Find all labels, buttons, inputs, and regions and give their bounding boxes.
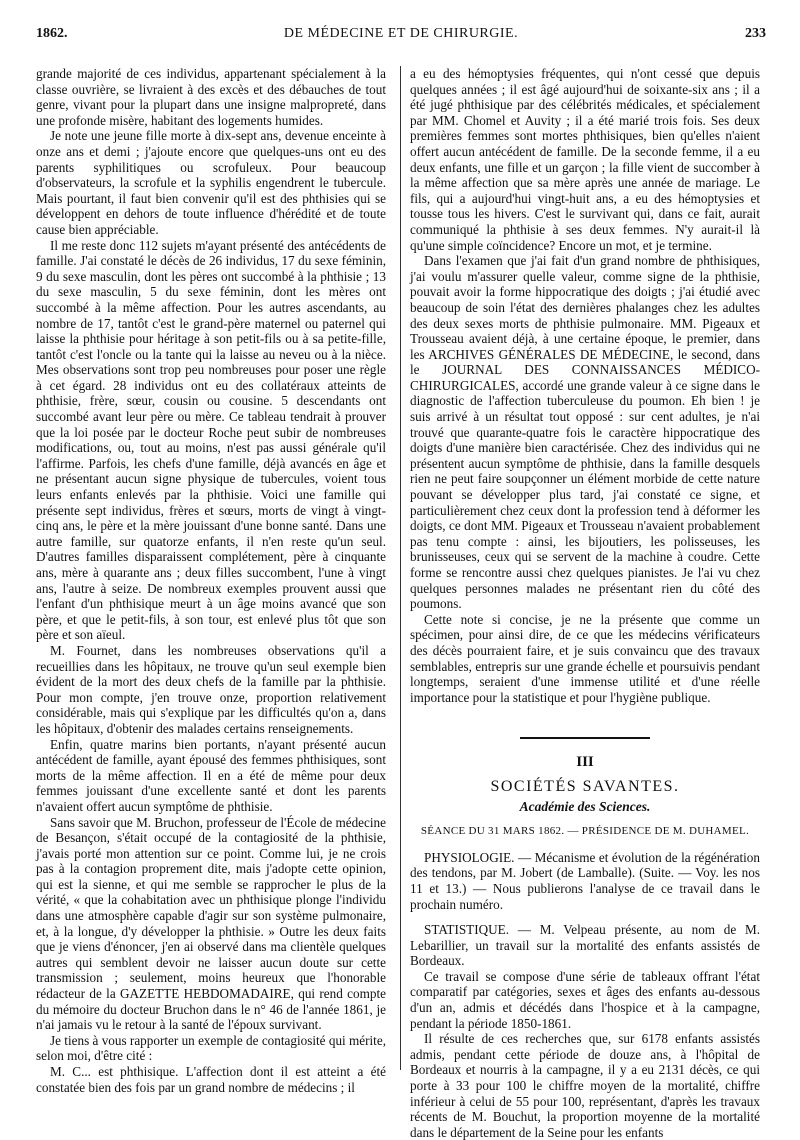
page-header bbox=[36, 26, 766, 48]
column-divider bbox=[400, 66, 401, 1070]
paragraph: Cette note si concise, je ne la présente que comme un spécimen, pour ainsi dire, de ce que les médecins vérificateurs des décès pourraient faire, et je suis convaincu que des travaux semblables, entrepris sur une grande échelle et poursuivis pendant longtemps, seraient d'une immense utilité et d'une réelle importance pour la statistique et pour l'hygiène publique. bbox=[410, 611, 760, 705]
page-number: 233 bbox=[745, 26, 766, 41]
paragraph: Il me reste donc 112 sujets m'ayant présenté des antécédents de famille. J'ai constaté le décès de 26 individus, 17 du sexe féminin, 9 du sexe masculin, dont les pères ont succombé à la phthisie ; 13 du sexe masculin, 5 du sexe féminin, dont les mères ont succombé à la même affection. Pour les autres ascendants, au nombre de 17, tantôt c'est le grand-père maternel ou paternel qui laisse la phthisie pour héritage à son petit-fils ou à sa petite-fille, tantôt c'est l'oncle ou la tante qui la laisse au neveu ou à la nièce. Mes observations sont trop peu nombreuses pour poser une règle à cet égard. 28 individus ont eu des collatéraux atteints de phthisie, frère, sœur, cousin ou cousine. 5 descendants ont succombé avant leur père ou mère. Ce tableau tendrait à prouver que la loi posée par le docteur Roche peut subir de nombreuses modifications, ou, tout au moins, n'est pas aussi générale qu'il l'affirme. Parfois, les chefs d'une famille, déjà avancés en âge et ne présentant aucun signe physique de tubercules, voient tous leurs enfants enlevés par la phthisie. Voici une famille qui présente sept individus, frères et sœurs, morts de vingt à vingt-cinq ans, le père et la mère jouissant d'une bonne santé. Dans une autre famille, sur quatorze enfants, il n'en reste qu'un seul. D'autres familles disparaissent complétement, père à cinquante ans, mère à quarante ans ; deux filles succombent, l'une à vingt ans, l'autre à seize. De nombreux exemples prouvent aussi que l'enfant d'un phthisique meurt à un âge moins avancé que son père, et que le petit-fils, à son tour, est enlevé plus tôt que son père et son aïeul. bbox=[36, 237, 386, 643]
paragraph: PHYSIOLOGIE. — Mécanisme et évolution de la régénération des tendons, par M. Jobert (de Lamballe). (Suite. — Voy. les nos 11 et 13.) — Nous publierons l'analyse de ce travail dans le prochain numéro. bbox=[410, 849, 760, 912]
paragraph: Ce travail se compose d'une série de tableaux offrant l'état comparatif par catégories, sexes et âges des enfants au-dessous d'un an, admis et décédés dans l'hospice et à la campagne, pendant la période 1850-1861. bbox=[410, 968, 760, 1031]
section-number: III bbox=[576, 754, 594, 771]
right-column bbox=[410, 66, 760, 1140]
section-subtitle: Académie des Sciences. bbox=[519, 798, 651, 814]
paragraph: Sans savoir que M. Bruchon, professeur de l'École de médecine de Besançon, s'était occupé de la contagiosité de la phthisie, j'avais porté mon attention sur ce point. Comme lui, je ne crois pas à la contagion proprement dite, mais j'adopte cette opinion, qui est la sienne, et qui me semble se rapprocher le plus de la vérité, « que la cohabitation avec un phthisique plonge l'individu dans une atmosphère capable d'agir sur son système pulmonaire, et, à la longue, d'y développer la phthisie. » Outre les deux faits que je viens d'énoncer, j'en ai observé dans ma clientèle quelques autres qui semblent devoir ne laisser aucun doute sur cette transmission ; seulement, moins heureux que l'honorable rédacteur de la GAZETTE HEBDOMADAIRE, qui rend compte du mémoire du docteur Bruchon dans le n° 46 de l'année 1861, je n'ai jamais vu le retour à la santé de l'époux survivant. bbox=[36, 814, 386, 1033]
header-title: DE MÉDECINE ET DE CHIRURGIE. bbox=[283, 26, 519, 41]
paragraph: Je tiens à vous rapporter un exemple de contagiosité qui mérite, selon moi, d'être cité : bbox=[36, 1032, 386, 1064]
seance-line: SÉANCE DU 31 MARS 1862. — PRÉSIDENCE DE M. DUHAMEL. bbox=[420, 825, 750, 838]
paragraph: a eu des hémoptysies fréquentes, qui n'ont cessé que depuis quelques années ; il est âgé aujourd'hui de soixante-six ans ; il a été jugé phthisique par des célébrités médicales, et spécialement par MM. Chomel et Auvity ; il a été marié trois fois. Ses deux premières femmes sont mortes phthisiques, bien qu'elles n'aient offert aucun antécédent de famille. De la seconde femme, il a eu deux enfants, une fille et un garçon ; la fille vient de succomber à la même affection que sa mère après une année de mariage. Le fils, qui a aujourd'hui vingt-huit ans, a eu des hémoptysies et tousse tous les hivers. C'est le survivant qui, dans ce fait, aurait communiqué la phthisie à ses deux femmes. N'y aurait-il là qu'une simple coïncidence? Encore un mot, et je termine. bbox=[410, 66, 760, 253]
paragraph: STATISTIQUE. — M. Velpeau présente, au nom de M. Lebarillier, un travail sur la mortalité des enfants assistés de Bordeaux. bbox=[410, 922, 760, 969]
section-title: SOCIÉTÉS SAVANTES. bbox=[490, 777, 680, 795]
section-rule bbox=[520, 737, 650, 739]
header-year: 1862. bbox=[36, 26, 68, 41]
paragraph: grande majorité de ces individus, appartenant spécialement à la classe ouvrière, se livraient à des excès et des débauches de tout genre, vivant pour la plupart dans une insigne malpropreté, dans une profonde misère, habitant des logements humides. bbox=[36, 66, 386, 128]
paragraph: Enfin, quatre marins bien portants, n'ayant présenté aucun antécédent de famille, ayant épousé des femmes phthisiques, sont morts de la même affection. Il en a été de même pour deux femmes jouissant d'une excellente santé et dont les parents n'avaient offert aucun symptôme de phthisie. bbox=[36, 736, 386, 814]
paragraph: Je note une jeune fille morte à dix-sept ans, devenue enceinte à onze ans et demi ; j'ajoute encore que quelques-uns ont eu des parents syphilitiques ou scrofuleux. Pour beaucoup d'observateurs, la scrofule et la syphilis engendrent le tubercule. Mais pourtant, il faut bien convenir qu'il est des phthisies qui se développent en dehors de toute influence d'hérédité et de toute cause bien appréciable. bbox=[36, 128, 386, 237]
paragraph: M. Fournet, dans les nombreuses observations qu'il a recueillies dans les hôpitaux, ne trouve qu'un seul exemple bien évident de la mort des deux chefs de la famille par la phthisie. Pour mon compte, j'en trouve onze, proportion relativement considérable, mais qui s'explique par les difficultés qu'on a, dans les hôpitaux, d'obtenir des malades certains renseignements. bbox=[36, 642, 386, 736]
paragraph: Il résulte de ces recherches que, sur 6178 enfants assistés admis, pendant cette période de douze ans, à l'hôpital de Bordeaux et nourris à la campagne, il y a eu 2131 décès, ce qui porte à 33 pour 100 le chiffre moyen de la mortalité, chiffre inférieur à celui de 55 pour 100, représentant, d'après les travaux récents de M. Bouchut, la proportion moyenne de la mortalité dans le département de la Seine pour les enfants bbox=[410, 1031, 760, 1140]
paragraph: M. C... est phthisique. L'affection dont il est atteint a été constatée bien des fois par un grand nombre de médecins ; il bbox=[36, 1064, 386, 1095]
left-column bbox=[36, 66, 386, 1095]
paragraph: Dans l'examen que j'ai fait d'un grand nombre de phthisiques, j'ai voulu m'assurer quelle valeur, comme signe de la phthisie, pouvait avoir la forme hippocratique des doigts ; j'ai étudié avec beaucoup de soin l'état des dernières phalanges chez les adultes des deux sexes morts de phthisie pulmonaire. MM. Pigeaux et Trousseau avaient déjà, à une certaine époque, le premier, dans les ARCHIVES GÉNÉRALES DE MÉDECINE, le second, dans le JOURNAL DES CONNAISSANCES MÉDICO-CHIRURGICALES, accordé une grande valeur à ce signe dans le diagnostic de l'affection tuberculeuse du poumon. Eh bien ! je suis arrivé à un résultat tout opposé : sur cent adultes, je n'ai trouvé que quarante-quatre fois le caractère hippocratique des doigts d'une manière bien caractérisée. Chez des individus qui ne présentent aucun symptôme de phthisie, dans la famille desquels rien ne peut faire soupçonner un élément morbide de cette nature pouvant se développer plus tard, j'ai constaté ce signe, et particulièrement chez ceux dont la profession tend à déformer les doigts, ce dont MM. Pigeaux et Trousseau n'avaient probablement pas tenu compte : ainsi, les bijoutiers, les polisseuses, les brunisseuses, ceux qui se servent de la machine à coudre. Cette forme se rencontre aussi chez quelques pianistes. Je l'ai vu chez quelques personnes malades ne présentant rien du côté des poumons. bbox=[410, 253, 760, 612]
